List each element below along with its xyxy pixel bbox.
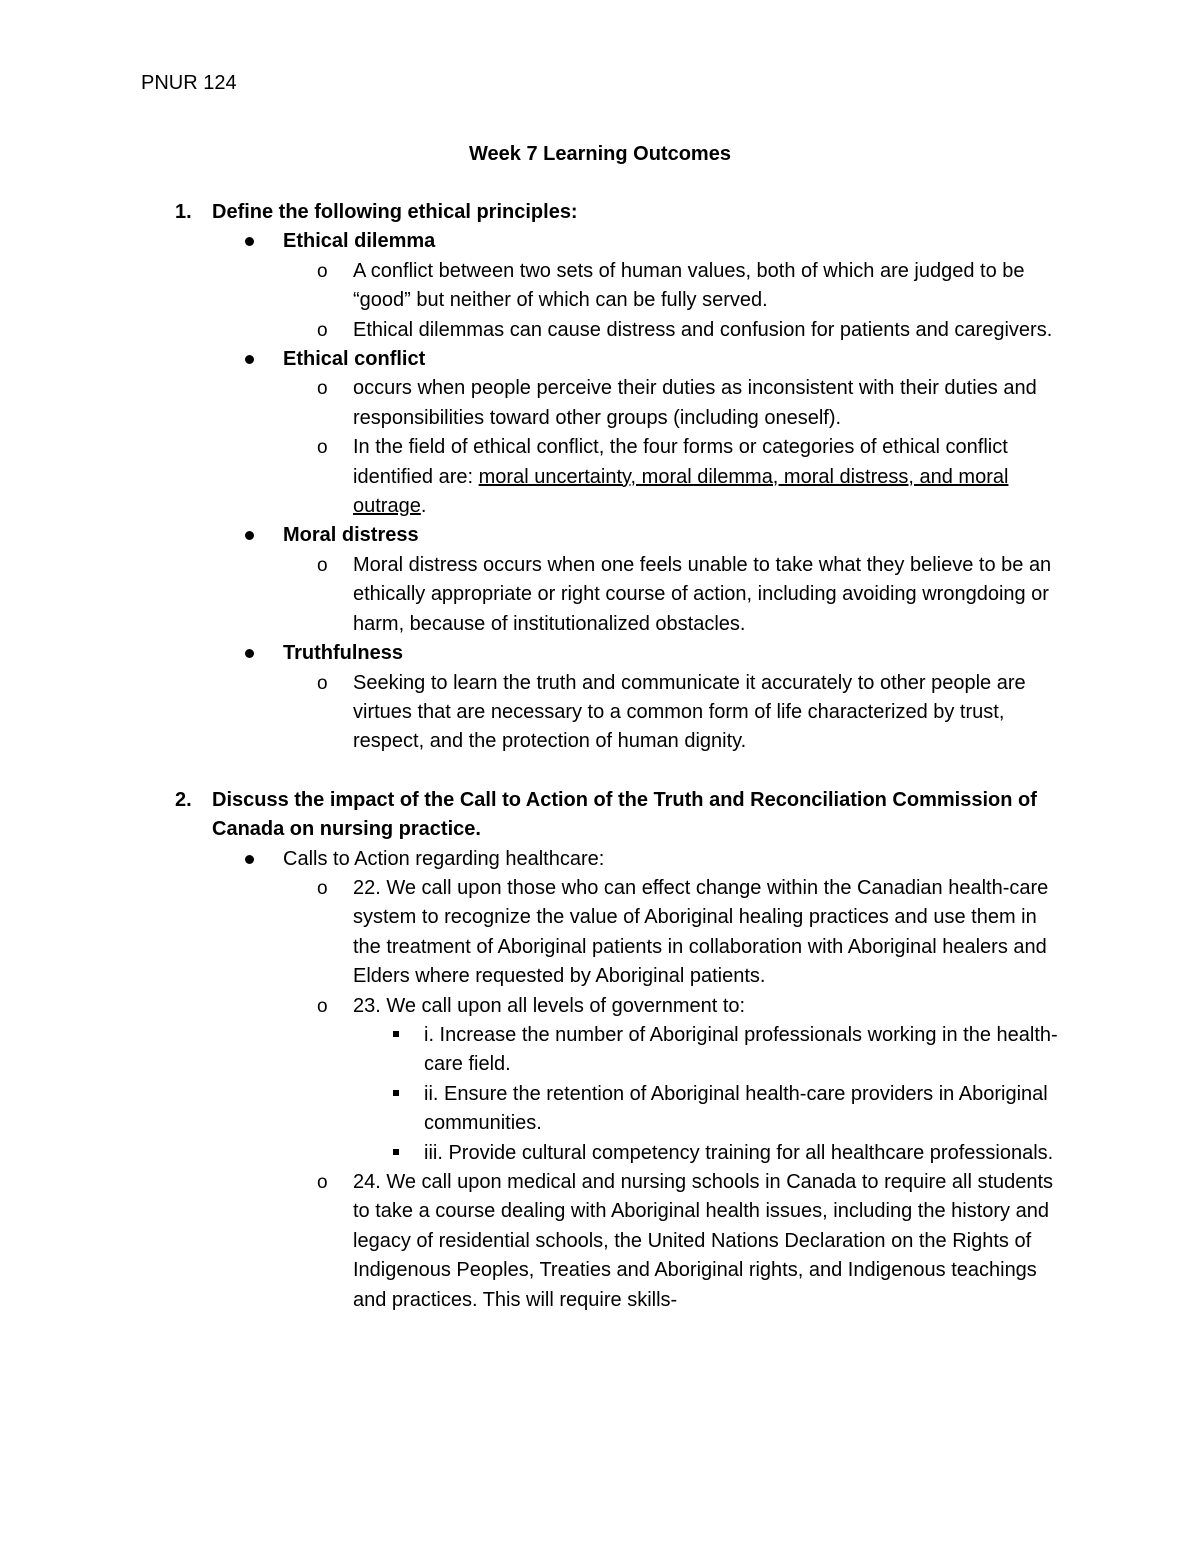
circle-marker-icon: o xyxy=(317,877,328,899)
list-item: o occurs when people perceive their duties as inconsistent with their duties and responsibilities toward other groups (including oneself). xyxy=(0,374,1200,433)
spacer xyxy=(0,757,1200,786)
bullet-icon xyxy=(245,531,254,540)
circle-marker-icon: o xyxy=(317,260,328,282)
circle-marker-icon: o xyxy=(317,1172,328,1193)
term-ethical-dilemma: Ethical dilemma xyxy=(0,227,1200,256)
square-bullet-icon xyxy=(393,1090,399,1096)
section-number: 2. xyxy=(175,788,192,811)
term-ethical-conflict: Ethical conflict xyxy=(0,345,1200,374)
document-body xyxy=(0,198,1200,1315)
list-item: o Ethical dilemmas can cause distress and confusion for patients and caregivers. xyxy=(0,316,1200,345)
page-title: Week 7 Learning Outcomes xyxy=(469,143,731,165)
square-bullet-icon xyxy=(393,1149,399,1155)
sub-list-item: iii. Provide cultural competency training for all healthcare professionals. xyxy=(0,1139,1200,1168)
course-code: PNUR 124 xyxy=(141,72,237,94)
bullet-icon xyxy=(245,355,254,364)
circle-marker-icon: o xyxy=(317,437,328,459)
list-item: o 23. We call upon all levels of government to: xyxy=(0,992,1200,1021)
sub-list-item: ii. Ensure the retention of Aboriginal health-care providers in Aboriginal communities. xyxy=(0,1080,1200,1139)
list-item: o In the field of ethical conflict, the four forms or categories of ethical conflict identified are: moral uncertainty, moral dilemma, moral distress, and moral outrage. xyxy=(0,433,1200,521)
circle-marker-icon: o xyxy=(317,378,328,400)
bullet-icon xyxy=(245,237,254,246)
term-moral-distress: Moral distress xyxy=(0,521,1200,550)
section-heading-text: Discuss the impact of the Call to Action of the Truth and Reconciliation Commission of Canada on nursing practice. xyxy=(212,788,1037,841)
list-item: o Moral distress occurs when one feels unable to take what they believe to be an ethically appropriate or right course of action, including avoiding wrongdoing or harm, because of institutionalized obstacles. xyxy=(0,551,1200,639)
section-1-heading xyxy=(0,198,1200,227)
list-item: o 22. We call upon those who can effect change within the Canadian health-care system to recognize the value of Aboriginal healing practices and use them in the treatment of Aboriginal patients in collaboration with Aboriginal healers and Elders where requested by Aboriginal patients. xyxy=(0,874,1200,992)
section-number: 1. xyxy=(175,201,192,223)
sub-list-item: i. Increase the number of Aboriginal professionals working in the health-care field. xyxy=(0,1021,1200,1080)
underlined-categories: moral uncertainty, moral dilemma, moral distress, and moral outrage xyxy=(353,465,1009,518)
circle-marker-icon: o xyxy=(317,672,328,694)
section-heading-text: Define the following ethical principles: xyxy=(212,201,578,223)
circle-marker-icon: o xyxy=(317,554,328,576)
list-item: o A conflict between two sets of human values, both of which are judged to be “good” but neither of which can be fully served. xyxy=(0,257,1200,316)
list-item: o Seeking to learn the truth and communicate it accurately to other people are virtues that are necessary to a common form of life characterized by trust, respect, and the protection of human dignity. xyxy=(0,669,1200,757)
circle-marker-icon: o xyxy=(317,319,328,341)
bullet-icon xyxy=(245,649,254,658)
calls-to-action-label: Calls to Action regarding healthcare: xyxy=(0,845,1200,874)
section-2-heading xyxy=(0,786,1200,845)
term-truthfulness: Truthfulness xyxy=(0,639,1200,668)
square-bullet-icon xyxy=(393,1031,399,1037)
list-item: o 24. We call upon medical and nursing schools in Canada to require all students to take a course dealing with Aboriginal health issues, including the history and legacy of residential schools, the United Nations Declaration on the Rights of Indigenous Peoples, Treaties and Aboriginal rights, and Indigenous teachings and practices. This will require skills- xyxy=(0,1168,1200,1315)
bullet-icon xyxy=(245,855,254,864)
circle-marker-icon: o xyxy=(317,995,328,1017)
